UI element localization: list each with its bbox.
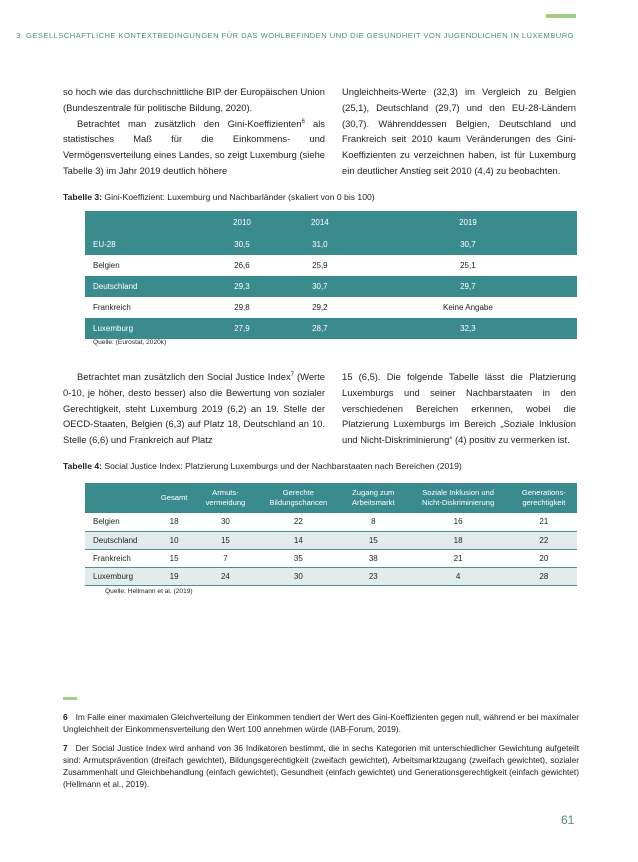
header-accent-bar bbox=[546, 14, 576, 18]
footnote-ref-6[interactable]: 6 bbox=[301, 118, 305, 125]
table4-source: Quelle: Hellmann et al. (2019) bbox=[105, 588, 193, 595]
table-cell: 30,7 bbox=[359, 234, 577, 255]
table-cell: 24 bbox=[195, 567, 255, 585]
table-row bbox=[85, 318, 577, 339]
paragraph-social-justice: Betrachtet man zusätzlich den Social Justice Index$^7$ (Werte 0-10, je höher, desto besser) also die Bewertung von sozialer Gerechtigkeit, steht Luxemburg 2019 (6,2) an 19. Stelle der OECD-Staaten, Belgien (6,3) auf Platz 18, Deutschland an 10. Stelle (6,6) und Frankreich auf Platz bbox=[63, 371, 325, 446]
table-cell: 30 bbox=[256, 567, 341, 585]
table-header-cell: Gesamt bbox=[153, 483, 195, 513]
table-cell: 35 bbox=[256, 549, 341, 567]
table-header-cell: Zugang zum Arbeitsmarkt bbox=[341, 483, 405, 513]
table-row bbox=[85, 255, 577, 276]
footnote-separator bbox=[63, 697, 77, 700]
table-cell: 32,3 bbox=[359, 318, 577, 339]
footnote-ref-7[interactable]: 7 bbox=[290, 371, 294, 378]
text-column-left-middle bbox=[63, 369, 325, 448]
table-row bbox=[85, 234, 577, 255]
text-column-left-top bbox=[63, 84, 325, 179]
table-header-cell: 2014 bbox=[281, 211, 359, 234]
table-cell: 19 bbox=[153, 567, 195, 585]
table-row bbox=[85, 531, 577, 549]
paragraph-ranking: 15 (6,5). Die folgende Tabelle lässt die Platzierung Luxemburgs und seiner Nachbarstaaten in den verschiedenen Bereichen erkennen, wobei die Platzierung Luxemburgs im Bereich „Soziale Inklusion und Nicht-Diskriminierung“ (4) positiv zu vermerken ist. bbox=[342, 371, 576, 446]
table-cell: 22 bbox=[511, 531, 577, 549]
table-cell: 25,1 bbox=[359, 255, 577, 276]
table-cell: 7 bbox=[195, 549, 255, 567]
table-cell: Frankreich bbox=[85, 297, 203, 318]
footnote-7: 7 Der Social Justice Index wird anhand von 36 Indikatoren bestimmt, die in sechs Kategorien mit unterschiedlicher Gewichtung aufgeteilt sind: Armutsprävention (dreifach gewichtet), Bildungsgerechtigkeit (zweifach gewichtet), Arbeitsmarktzugang (zweifach gewichtet), sozialer Zusammenhalt und Gleichbehandlung (einfach gewichtet), Gesundheit (einfach gewichtet) und Generationsgerechtigkeit (einfach gewichtet) (Hellmann et al., 2019). bbox=[63, 743, 579, 789]
gini-table bbox=[85, 211, 577, 339]
table-header-cell bbox=[85, 483, 153, 513]
table-header-row bbox=[85, 211, 577, 234]
table-cell: 15 bbox=[195, 531, 255, 549]
table-cell: Deutschland bbox=[85, 531, 153, 549]
table-header-row bbox=[85, 483, 577, 513]
table-cell: 29,8 bbox=[203, 297, 281, 318]
table3-source: Quelle: (Eurostat, 2020k) bbox=[93, 339, 167, 346]
table-cell: 25,9 bbox=[281, 255, 359, 276]
table-row bbox=[85, 276, 577, 297]
table-cell: 31,0 bbox=[281, 234, 359, 255]
table-header-cell: 2019 bbox=[359, 211, 577, 234]
table-cell: 26,6 bbox=[203, 255, 281, 276]
page-number: 61 bbox=[561, 813, 575, 827]
table-cell: 20 bbox=[511, 549, 577, 567]
table-cell: 29,3 bbox=[203, 276, 281, 297]
table-cell: 38 bbox=[341, 549, 405, 567]
table-cell: Deutschland bbox=[85, 276, 203, 297]
footnote-6: 6 Im Falle einer maximalen Gleichverteilung der Einkommen tendiert der Wert des Gini-Koeffizienten gegen null, während er bei maximaler Ungleichheit der Einkommensverteilung den Wert 100 annehmen würde (IAB-Forum, 2019). bbox=[63, 712, 579, 734]
table-cell: 14 bbox=[256, 531, 341, 549]
table-header-cell: Armuts- vermeidung bbox=[195, 483, 255, 513]
table-cell: 15 bbox=[153, 549, 195, 567]
table-cell: Belgien bbox=[85, 513, 153, 531]
table-cell: 30 bbox=[195, 513, 255, 531]
text-column-right-top bbox=[342, 84, 576, 179]
table-cell: EU-28 bbox=[85, 234, 203, 255]
table-row bbox=[85, 513, 577, 531]
table-cell: 18 bbox=[406, 531, 511, 549]
table-row bbox=[85, 549, 577, 567]
text-column-right-middle bbox=[342, 369, 576, 448]
table-cell: Keine Angabe bbox=[359, 297, 577, 318]
social-justice-table bbox=[85, 483, 577, 586]
table-cell: 23 bbox=[341, 567, 405, 585]
table-cell: Belgien bbox=[85, 255, 203, 276]
table-header-cell: Generations- gerechtigkeit bbox=[511, 483, 577, 513]
table-header-cell: 2010 bbox=[203, 211, 281, 234]
table-cell: Frankreich bbox=[85, 549, 153, 567]
table4-caption: Tabelle 4: Social Justice Index: Platzierung Luxemburgs und der Nachbarstaaten nach Bereichen (2019) bbox=[63, 461, 462, 471]
table-cell: 16 bbox=[406, 513, 511, 531]
table-cell: 18 bbox=[153, 513, 195, 531]
table-cell: 29,7 bbox=[359, 276, 577, 297]
running-header: 3. GESELLSCHAFTLICHE KONTEXTBEDINGUNGEN FÜR DAS WOHLBEFINDEN UND DIE GESUNDHEIT VON JUGENDLICHEN IN LUXEMBURG bbox=[16, 31, 574, 40]
table-cell: 15 bbox=[341, 531, 405, 549]
table-cell: 29,2 bbox=[281, 297, 359, 318]
table-cell: 28 bbox=[511, 567, 577, 585]
table-header-cell bbox=[85, 211, 203, 234]
table-row bbox=[85, 297, 577, 318]
table-cell: 28,7 bbox=[281, 318, 359, 339]
table-cell: 27,9 bbox=[203, 318, 281, 339]
paragraph-gini-intro: Betrachtet man zusätzlich den Gini-Koeffizienten$^6$ als statistisches Maß für die Einkommens- und Vermögensverteilung eines Landes, so zeigt Luxemburg (siehe Tabelle 3) im Jahr 2019 deutlich höhere bbox=[63, 117, 325, 176]
table-cell: 8 bbox=[341, 513, 405, 531]
table-cell: 4 bbox=[406, 567, 511, 585]
table-header-cell: Soziale Inklusion und Nicht-Diskriminierung bbox=[406, 483, 511, 513]
paragraph-gini-values: Ungleichheits-Werte (32,3) im Vergleich zu Belgien (25,1), Deutschland (29,7) und den EU-28-Ländern (30,7). Währenddessen Belgien, Deutschland und Frankreich seit 2010 kaum Veränderungen des Gini-Koeffizienten zu verzeichnen haben, ist für Luxemburg ein deutlicher Anstieg seit 2010 (4,4) zu beobachten. bbox=[342, 86, 576, 176]
table-cell: Luxemburg bbox=[85, 567, 153, 585]
table-row bbox=[85, 567, 577, 585]
table-cell: 22 bbox=[256, 513, 341, 531]
table-cell: 21 bbox=[406, 549, 511, 567]
table-header-cell: Gerechte Bildungschancen bbox=[256, 483, 341, 513]
paragraph-gdp: so hoch wie das durchschnittliche BIP der Europäischen Union (Bundeszentrale für politische Bildung, 2020). bbox=[63, 86, 325, 113]
table-cell: 30,5 bbox=[203, 234, 281, 255]
table-cell: 21 bbox=[511, 513, 577, 531]
table-cell: 10 bbox=[153, 531, 195, 549]
table-cell: 30,7 bbox=[281, 276, 359, 297]
table-cell: Luxemburg bbox=[85, 318, 203, 339]
table3-caption: Tabelle 3: Gini-Koeffizient: Luxemburg und Nachbarländer (skaliert von 0 bis 100) bbox=[63, 192, 375, 202]
